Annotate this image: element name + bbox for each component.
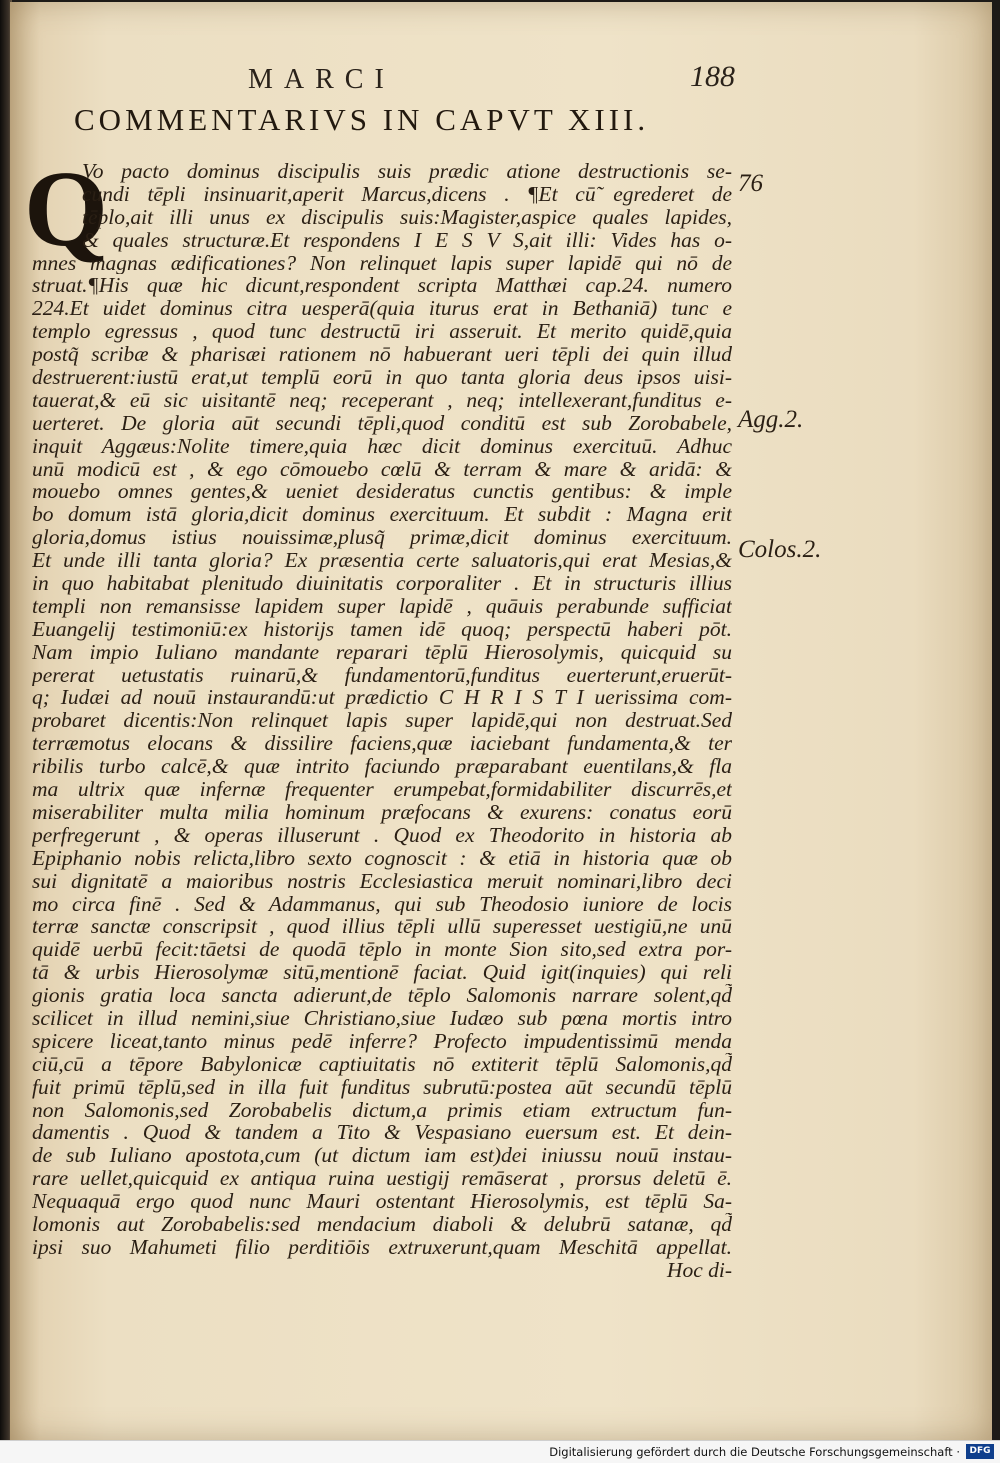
dfg-logo: DFG xyxy=(966,1444,994,1459)
text-line: mo circa finē . Sed & Adammanus, qui sub Theodosio iuniore de locis xyxy=(32,892,732,916)
text-line: uerteret. De gloria aūt secundi tēpli,quod conditū est sub Zorobabele, xyxy=(32,411,732,435)
text-line: non Salomonis,sed Zorobabelis dictum,a primis etiam extructum fun- xyxy=(32,1098,732,1122)
text-line: fuit primū tēplū,sed in illa fuit funditus subrutū:postea aūt secundū tēplū xyxy=(32,1075,732,1099)
text-line: Euangelij testimoniū:ex historijs tamen idē quoq; perspectū haberi pōt. xyxy=(32,617,732,641)
text-line: Vo pacto dominus discipulis suis prædic atione destructionis se- xyxy=(82,160,732,183)
text-line: mouebo omnes gentes,& ueniet desideratus cunctis gentibus: & imple xyxy=(32,480,732,504)
text-line: Et unde illi tanta gloria? Ex præsentia certe saluatoris,qui erat Mesias,& xyxy=(32,549,732,573)
text-line: ma ultrix quæ infernæ frequenter erumpebat,formidabiliter discurrēs,et xyxy=(32,778,732,801)
book-page xyxy=(10,2,992,1440)
text-line: in quo habitabat plenitudo diuinitatis corporaliter . Et in structuris illius xyxy=(32,572,732,595)
text-line: terræ sanctæ conscripsit , quod illius tēpli ullū superesset uestigiū,ne unū xyxy=(32,915,732,939)
text-line: q; Iudæi ad nouū instaurandū:ut prædictio C H R I S T I uerissima com- xyxy=(32,686,732,710)
text-line: inquit Aggæus:Nolite timere,quia hæc dicit dominus exercituū. Adhuc xyxy=(32,434,732,458)
drop-capital: Q xyxy=(24,150,109,269)
running-head: MARCI xyxy=(248,64,395,95)
text-line: Epiphanio nobis relicta,libro sexto cognoscit : & etiā in historia quæ ob xyxy=(32,846,732,870)
text-line: tauerat,& eū sic uisitantē neq; receperant , neq; intellexerant,funditus e- xyxy=(32,388,732,412)
text-line: mnes magnas ædificationes? Non relinquet lapis super lapidē qui nō de xyxy=(32,251,732,275)
text-line: struat.¶His quæ hic dicunt,respondent scripta Matthæi cap.24. numero xyxy=(32,274,732,298)
text-line: 224.Et uidet dominus citra uesperā(quia iturus erat in Bethaniā) tunc e xyxy=(32,297,732,321)
text-line: ciū,cū a tēpore Babylonicæ captiuitatis nō extiterit tēplū Salomonis,qd̃ xyxy=(32,1052,732,1076)
text-line: quidē uerbū fecit:tāetsi de quodā tēplo in monte Sion sito,sed extra por- xyxy=(32,938,732,962)
text-line: templo egressus , quod tunc destructū iri asseruit. Et merito quidē,quia xyxy=(32,320,732,344)
text-line: templi non remansisse lapidem super lapidē , quāuis perabunde sufficiat xyxy=(32,594,732,618)
text-line: destruerent:iustū erat,ut templū eorū in quo tanta gloria deus ipsos uisi- xyxy=(32,366,732,389)
text-line: gionis gratia loca sancta adierunt,de tēplo Salomonis narrare solent,qd̃ xyxy=(32,984,732,1007)
text-line: ipsi suo Mahumeti filio perditiōis extruxerunt,quam Meschitā appellat. xyxy=(32,1235,732,1259)
text-line: tā & urbis Hierosolymæ sitū,mentionē faciat. Quid igit(inquies) qui reli xyxy=(32,961,732,985)
chapter-title: COMMENTARIVS IN CAPVT XIII. xyxy=(74,102,650,137)
text-line: probaret dicentis:Non relinquet lapis super lapidē,qui non destruat.Sed xyxy=(32,709,732,733)
text-line: Nam impio Iuliano mandante reparari tēplū Hierosolymis, quicquid su xyxy=(32,640,732,664)
text-line: ribilis turbo calcē,& quæ intrito faciundo præparabant euentilans,& fla xyxy=(32,755,732,779)
text-line: sui dignitatē a maioribus nostris Ecclesiastica meruit nominari,libro deci xyxy=(32,869,732,893)
text-line: damentis . Quod & tandem a Tito & Vespasiano euersum est. Et dein- xyxy=(32,1121,732,1145)
text-line: rare uellet,quicquid ex antiqua ruina uestigij remāserat , prorsus deletū ē. xyxy=(32,1167,732,1191)
text-line: miserabiliter multa milia hominum præfocans & exurens: conatus eorū xyxy=(32,800,732,824)
margin-note-reference: Colos.2. xyxy=(738,536,822,563)
margin-note-reference: Agg.2. xyxy=(738,406,804,433)
margin-note-number: 76 xyxy=(738,170,763,197)
text-line: postq̃ scribæ & pharisæi rationem nō habuerant ueri tēpli dei quin illud xyxy=(32,343,732,367)
text-line: unū modicū est , & ego cōmouebo cœlū & terram & mare & aridā: & xyxy=(32,457,732,481)
text-line: terræmotus elocans & dissilire faciens,quæ iaciebant fundamenta,& ter xyxy=(32,732,732,756)
text-line: scilicet in illud nemini,siue Christiano,siue Iudæo sub pœna mortis intro xyxy=(32,1006,732,1030)
text-line: & quales structuræ.Et respondens I E S V S,ait illi: Vides has o- xyxy=(82,228,732,252)
text-line: bo domum istā gloria,dicit dominus exercituum. Et subdit : Magna erit xyxy=(32,503,732,527)
text-line: de sub Iuliano apostota,cum (ut dictum iam est)dei iniussu nouū instau- xyxy=(32,1144,732,1168)
body-text xyxy=(32,160,732,1282)
catchword: Hoc di- xyxy=(666,1258,732,1282)
text-line: perfregerunt , & operas illuserunt . Quod ex Theodorito in historia ab xyxy=(32,823,732,847)
text-line: gloria,domus istius nouissimæ,plusq̃ primæ,dicit dominus exercituum. xyxy=(32,526,732,550)
page-number: 188 xyxy=(690,60,735,93)
text-line: lomonis aut Zorobabelis:sed mendacium diaboli & delubrū satanæ, qd̃ xyxy=(32,1212,732,1236)
text-line: Nequaquā ergo quod nunc Mauri ostentant Hierosolymis, est tēplū Sa- xyxy=(32,1190,732,1213)
text-line: cundi tēpli insinuarit,aperit Marcus,dicens . ¶Et cū̃ egrederet de xyxy=(82,182,732,206)
text-line: pererat uetustatis ruinarū,& fundamentorū,funditus euerterunt,eruerūt- xyxy=(32,663,732,687)
text-line: spicere liceat,tanto minus pedē inferre? Profecto impudentissimū menda xyxy=(32,1029,732,1053)
text-line: tēplo,ait illi unus ex discipulis suis:Magister,aspice quales lapides, xyxy=(82,205,732,229)
footer-bar xyxy=(0,1440,1000,1463)
funding-credit: Digitalisierung gefördert durch die Deutsche Forschungsgemeinschaft · xyxy=(549,1445,960,1459)
